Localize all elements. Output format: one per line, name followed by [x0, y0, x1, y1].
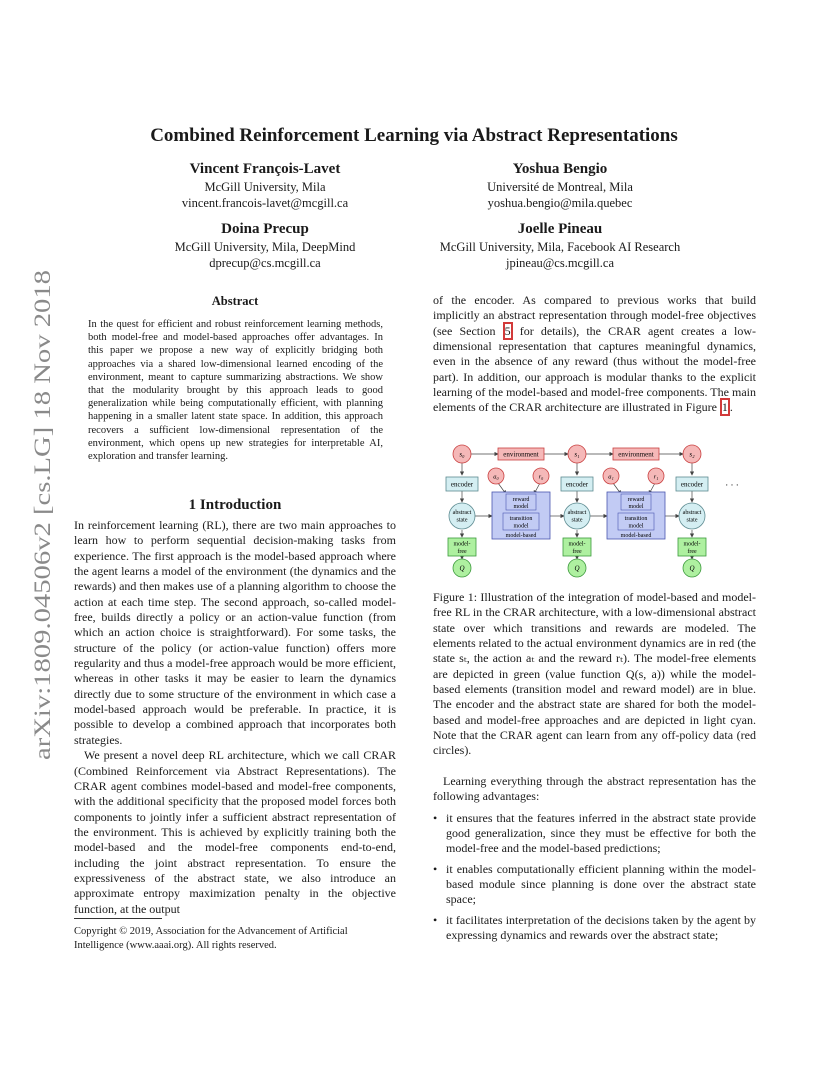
- model-free-label: model-: [453, 541, 471, 548]
- abstract-heading: Abstract: [211, 294, 259, 308]
- right-column-paragraph: [433, 293, 756, 416]
- abstract-label: abstract: [567, 510, 587, 516]
- author-name: Yoshua Bengio: [512, 161, 608, 177]
- advantages-list: [433, 811, 756, 944]
- list-item: • it ensures that the features inferred in the abstract state provide good generalization, since they must be effective for both the model-free and the model-based predictions;: [433, 811, 756, 857]
- encoder-label: encoder: [565, 480, 589, 489]
- model-free-label: model-: [683, 541, 701, 548]
- figure-ref-link[interactable]: 1: [721, 400, 728, 415]
- encoder-label: encoder: [450, 480, 474, 489]
- abstract-label: abstract: [452, 510, 472, 516]
- transition-model-label: transition: [509, 516, 533, 522]
- state-word-label: state: [571, 517, 583, 524]
- model-based-group: [492, 492, 550, 539]
- model-based-label: model-based: [505, 533, 537, 539]
- author-affiliation: Université de Montreal, Mila: [487, 180, 633, 194]
- model-based-label: model-based: [620, 533, 652, 539]
- author-affiliation: McGill University, Mila: [204, 180, 326, 194]
- abstract-state-node: [449, 503, 475, 529]
- transition-model-label: transition: [624, 516, 648, 522]
- intro-paragraph: In reinforcement learning (RL), there are two main approaches to learn how to perform sequential decision-making tasks from experience. The first approach is the model-based approach where the agent learns a model of the environment (the dynamics and the rewards) and then makes use of a planning algorithm to choose the action at each time step. The second approach, so-called model-free, builds directly a policy or an action-value function (from which an action choice is straightforward). For some tasks, the structure of the policy (or action-value function) offers more regularity and thus a model-free approach would be more efficient, whereas in other tasks it may be easier to learn the dynamics directly due to some structure of the environment in which case a model-based approach would be preferable. In practice, it is possible to develop a combined approach that incorporates both strategies.: [74, 518, 396, 747]
- state-node: [568, 445, 586, 463]
- transition-model-label: model: [513, 523, 529, 530]
- section-heading-introduction: 1 Introduction: [188, 497, 282, 513]
- state-word-label: state: [456, 517, 468, 524]
- q-label: Q: [574, 564, 580, 573]
- figure-caption: Figure 1: Illustration of the integration of model-based and model-free RL in the CRAR architecture, with a low-dimensional abstract state over which transitions and rewards are modeled. The elements related to the actual environment dynamics are in red (the state sₜ, the action aₜ and the reward rₜ). The model-free elements are depicted in green (value function Q(s, a)) while the model-based elements (transition model and reward model) are in blue. The encoder and the abstract state are shared for both the model-based and model-free approaches and are depicted in light cyan. Note that the CRAR agent can learn from any off-policy data (red circles).: [433, 590, 756, 758]
- q-label: Q: [459, 564, 465, 573]
- q-value-node: [568, 559, 586, 577]
- author-email: jpineau@cs.mcgill.ca: [505, 256, 614, 270]
- section-ref-link[interactable]: 5: [504, 323, 511, 338]
- reward-label: r₀: [538, 473, 544, 481]
- author-email: yoshua.bengio@mila.quebec: [487, 196, 633, 210]
- reward-node: [533, 468, 549, 484]
- author-block: [405, 220, 715, 271]
- model-free-box: [448, 538, 476, 556]
- author-name: Joelle Pineau: [517, 221, 603, 237]
- encoder-label: encoder: [680, 480, 704, 489]
- author-email: vincent.francois-lavet@mcgill.ca: [181, 196, 349, 210]
- q-label: Q: [689, 564, 695, 573]
- environment-box: [498, 448, 544, 460]
- action-label: a₁: [608, 473, 614, 481]
- action-node: [603, 468, 619, 484]
- arxiv-stamp-text: arXiv:1809.04506v2 [cs.LG] 18 Nov 2018: [30, 366, 55, 760]
- state-label: s₁: [574, 450, 580, 459]
- author-email: dprecup@cs.mcgill.ca: [209, 256, 321, 270]
- author-name: Doina Precup: [221, 221, 309, 237]
- model-free-label: free: [572, 549, 582, 555]
- intro-column: [74, 518, 396, 917]
- ellipsis: · · ·: [725, 480, 739, 490]
- model-free-label: free: [457, 549, 467, 555]
- author-affiliation: McGill University, Mila, DeepMind: [174, 240, 356, 254]
- q-value-node: [683, 559, 701, 577]
- reward-node: [648, 468, 664, 484]
- model-free-box: [678, 538, 706, 556]
- action-node: [488, 468, 504, 484]
- author-block: [425, 160, 695, 211]
- abstract-state-node: [564, 503, 590, 529]
- crar-architecture-figure: [440, 440, 760, 585]
- paragraph-text: for details), the CRAR agent creates a low-dimensional representation that captures meaningful dynamics, even in the absence of any reward (thus without the model-free part). In addition, our approach is modular thanks to the explicit learning of the model-based and model-free components. The main elements of the CRAR architecture are illustrated in Figure: [433, 323, 757, 415]
- encoder-box: [446, 477, 478, 491]
- author-block: [130, 160, 400, 211]
- abstract-label: abstract: [682, 510, 702, 516]
- arxiv-stamp: [10, 260, 64, 780]
- reward-model-label: model: [628, 504, 644, 510]
- model-free-label: model-: [568, 541, 586, 548]
- abstract-state-node: [679, 503, 705, 529]
- abstract-body: In the quest for efficient and robust reinforcement learning methods, both model-free and model-based approaches offer advantages. In this paper we propose a new way of explicitly bridging both approaches via a shared low-dimensional learned encoding of the environment, meant to capture summarizing abstractions. We show that the modularity brought by this approach leads to good generalization while being computationally efficient, with planning happening in a smaller latent state space. In addition, this approach recovers a sufficient low-dimensional representation of the environment, which opens up new strategies for interpretable AI, exploration and transfer learning.: [88, 319, 383, 463]
- list-item: • it facilitates interpretation of the decisions taken by the agent by expressing dynamics and rewards over the abstract state;: [433, 913, 756, 944]
- reward-model-label: reward: [512, 497, 530, 503]
- environment-label: environment: [503, 450, 539, 459]
- author-block: [130, 220, 400, 271]
- environment-box: [613, 448, 659, 460]
- paragraph-text: of the encoder. As compared to previous works that build implicitly an abstract representation through model-free objectives (see Section: [433, 293, 756, 338]
- state-label: s₂: [689, 450, 695, 459]
- reward-model-label: model: [513, 504, 529, 510]
- author-name: Vincent François-Lavet: [189, 161, 341, 177]
- author-affiliation: McGill University, Mila, Facebook AI Research: [439, 240, 681, 254]
- advantages-block: [433, 774, 756, 948]
- environment-label: environment: [618, 450, 654, 459]
- paragraph-text: .: [729, 400, 733, 415]
- transition-model-label: model: [628, 523, 644, 530]
- state-word-label: state: [686, 517, 698, 524]
- q-value-node: [453, 559, 471, 577]
- model-free-box: [563, 538, 591, 556]
- state-label: s₀: [459, 450, 465, 459]
- state-node: [683, 445, 701, 463]
- action-label: a₀: [493, 473, 499, 481]
- continued-paragraph: [433, 293, 756, 416]
- model-based-group: [607, 492, 665, 539]
- reward-label: r₁: [653, 473, 659, 481]
- paper-title: Combined Reinforcement Learning via Abstract Representations: [150, 125, 678, 146]
- encoder-box: [561, 477, 593, 491]
- advantages-intro: Learning everything through the abstract representation has the following advantages:: [433, 774, 756, 804]
- footnote-rule: [74, 918, 162, 919]
- copyright-notice: Copyright © 2019, Association for the Advancement of Artificial Intelligence (www.aaai.org). All rights reserved.: [74, 926, 348, 951]
- intro-paragraph: We present a novel deep RL architecture, which we call CRAR (Combined Reinforcement via Abstract Representations). The CRAR agent combines model-based and model-free components, with the additional specificity that the proposed model forces both components to jointly infer a sufficient abstract representation of the environment. This is achieved by explicitly training both the model-based and the model-free components end-to-end, including the joint abstract representation. To ensure the expressiveness of the abstract state, we also introduce an approximate entropy maximization penalty in the objective function, at the output: [74, 748, 396, 916]
- model-free-label: free: [687, 549, 697, 555]
- list-item: • it enables computationally efficient planning within the model-based module since planning is done over the abstract state space;: [433, 862, 756, 908]
- reward-model-label: reward: [627, 497, 645, 503]
- state-node: [453, 445, 471, 463]
- encoder-box: [676, 477, 708, 491]
